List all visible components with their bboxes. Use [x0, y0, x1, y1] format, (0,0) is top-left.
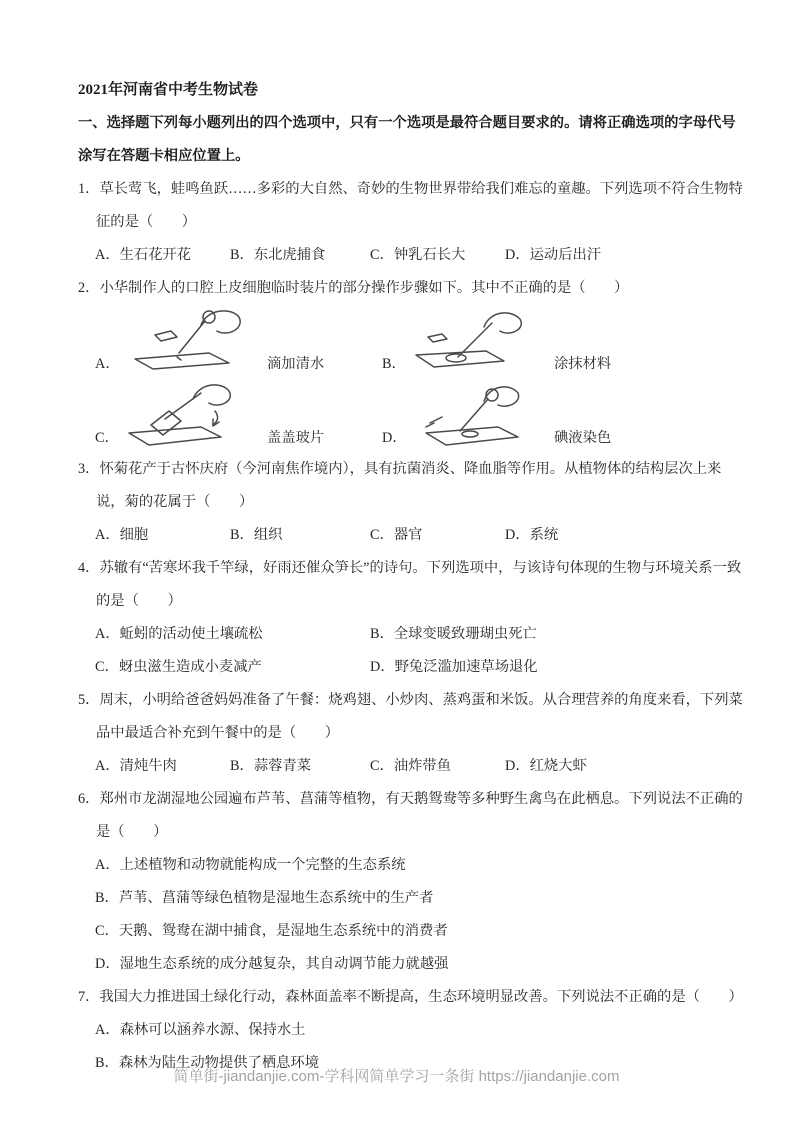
option-d: D．野兔泛滥加速草场退化 [370, 659, 538, 675]
figure-option-a [95, 305, 382, 379]
question-4-options-row-2 [95, 651, 744, 684]
option-c: C．蚜虫滋生造成小麦减产 [95, 659, 262, 675]
smear-material-illustration [408, 307, 540, 373]
question-2 [78, 272, 744, 453]
figure-d-label: D． [382, 430, 407, 446]
question-3-stem: 3．怀菊花产于古怀庆府（今河南焦作境内），具有抗菌消炎、降血脂等作用。从植物体的结构层次上来说，菊的花属于（ ） [78, 461, 722, 510]
question-1-options [95, 239, 744, 272]
option-a: A．森林可以涵养水源、保持水土 [95, 1022, 306, 1038]
question-3-options [95, 519, 744, 552]
exam-content [78, 0, 744, 1080]
option-c: C．油炸带鱼 [370, 758, 452, 774]
option-d: D．系统 [505, 527, 559, 543]
option-a: A．清炖牛肉 [95, 758, 177, 774]
page-title: 2021年河南省中考生物试卷 [78, 82, 259, 98]
watermark-footer [0, 1066, 793, 1088]
figure-row-top [95, 305, 744, 379]
question-7-stem: 7．我国大力推进国土绿化行动，森林面盖率不断提高，生态环境明显改善。下列说法不正确的是（ ） [78, 989, 743, 1005]
figure-c-label: C． [95, 430, 119, 446]
question-6 [78, 783, 744, 981]
question-4-stem: 4．苏辙有“苦寒坏我千竿绿，好雨还催众笋长”的诗句。下列选项中，与该诗句体现的生物与环境关系一致的是（ ） [78, 560, 742, 609]
option-b: B．组织 [230, 527, 283, 543]
option-a: A．生石花开花 [95, 247, 192, 263]
question-4 [78, 552, 744, 684]
figure-option-d [382, 379, 669, 453]
figure-b-label: B． [382, 356, 406, 372]
question-1-stem: 1．草长莺飞，蛙鸣鱼跃……多彩的大自然、奇妙的生物世界带给我们难忘的童趣。下列选项不符合生物特征的是（ ） [78, 181, 743, 230]
option-a: A．细胞 [95, 527, 149, 543]
question-1 [78, 173, 744, 272]
question-6-stem: 6．郑州市龙湖湿地公园遍布芦苇、菖蒲等植物，有天鹅鸳鸯等多种野生禽鸟在此栖息。下列说法不正确的是（ ） [78, 791, 743, 840]
figure-a-caption: 滴加清水 [267, 356, 325, 372]
option-a: A．蚯蚓的活动使土壤疏松 [95, 626, 263, 642]
option-c: C．天鹅、鸳鸯在湖中捕食，是湿地生态系统中的消费者 [95, 923, 448, 939]
figure-c-caption: 盖盖玻片 [267, 430, 325, 446]
option-c: C．钟乳石长大 [370, 247, 466, 263]
option-b: B．森林为陆生动物提供了栖息环境 [95, 1055, 319, 1071]
option-b: B．蒜蓉青菜 [230, 758, 312, 774]
option-d: D．湿地生态系统的成分越复杂，其自动调节能力就越强 [95, 956, 449, 972]
figure-d-caption: 碘液染色 [554, 430, 612, 446]
add-water-illustration [121, 307, 253, 373]
iodine-staining-illustration [408, 381, 540, 447]
figure-b-caption: 涂抹材料 [554, 356, 612, 372]
figure-option-b [382, 305, 669, 379]
question-2-stem: 2．小华制作人的口腔上皮细胞临时装片的部分操作步骤如下。其中不正确的是（ ） [78, 280, 629, 296]
figure-option-c [95, 379, 382, 453]
option-b: B．全球变暖致珊瑚虫死亡 [370, 626, 537, 642]
option-b: B．东北虎捕食 [230, 247, 326, 263]
question-5-options [95, 750, 744, 783]
question-2-figures [95, 305, 744, 453]
option-b: B．芦苇、菖蒲等绿色植物是湿地生态系统中的生产者 [95, 890, 434, 906]
footer-link[interactable]: 简单街-jiandanjie.com-学科网简单学习一条街 https://jiandanjie.com [173, 1068, 620, 1085]
question-5-stem: 5．周末，小明给爸爸妈妈准备了午餐：烧鸡翅、小炒肉、蒸鸡蛋和米饭。从合理营养的角度来看，下列菜品中最适合补充到午餐中的是（ ） [78, 692, 743, 741]
section-one-header: 一、选择题下列每小题列出的四个选项中，只有一个选项是最符合题目要求的。请将正确选项的字母代号涂写在答题卡相应位置上。 [78, 115, 736, 164]
option-d: D．红烧大虾 [505, 758, 587, 774]
option-c: C．器官 [370, 527, 423, 543]
cover-coverslip-illustration [121, 381, 253, 447]
question-3 [78, 453, 744, 552]
option-a: A．上述植物和动物就能构成一个完整的生态系统 [95, 857, 406, 873]
question-4-options-row-1 [95, 618, 744, 651]
question-5 [78, 684, 744, 783]
figure-a-label: A． [95, 356, 120, 372]
figure-row-bottom [95, 379, 744, 453]
option-d: D．运动后出汗 [505, 247, 602, 263]
